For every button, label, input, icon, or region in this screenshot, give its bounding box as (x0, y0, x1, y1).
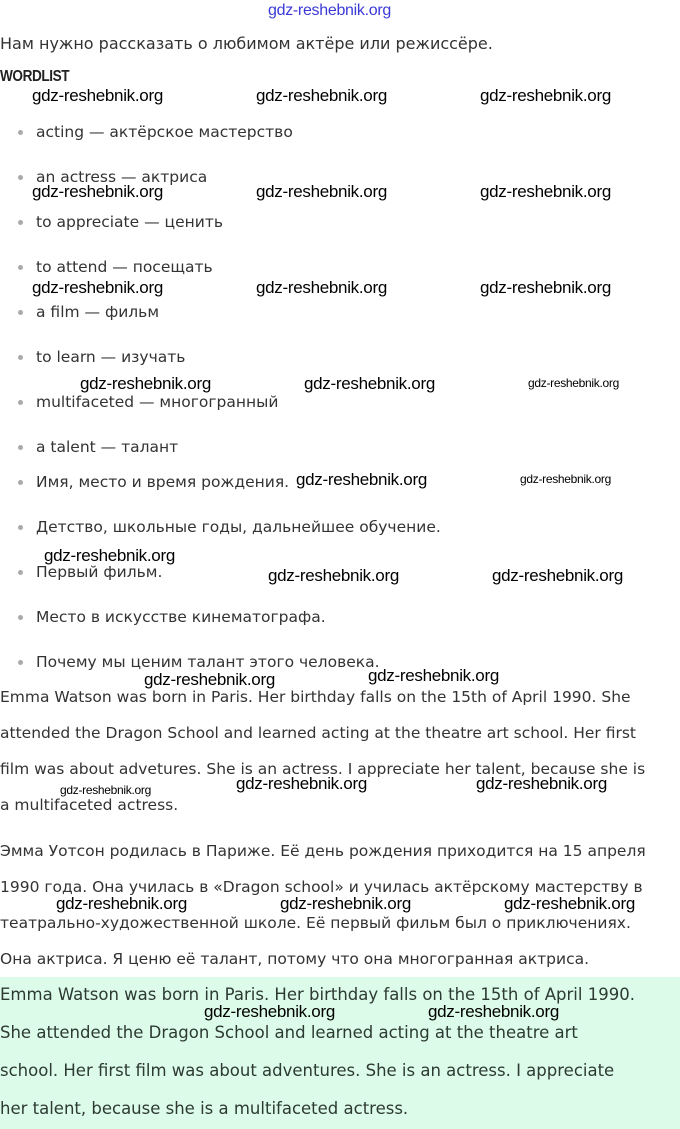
list-item-text: Первый фильм. (36, 563, 163, 581)
watermark: gdz-reshebnik.org (32, 278, 163, 297)
list-item-text: Имя, место и время рождения. (36, 473, 290, 491)
bullet-icon (18, 130, 23, 135)
bullet-icon (18, 265, 23, 270)
bullet-icon (18, 445, 23, 450)
paragraph-line: театрально-художественной школе. Её первый фильм был о приключениях. (0, 914, 631, 932)
list-item-text: multifaceted — многогранный (36, 393, 279, 411)
list-item-text: to learn — изучать (36, 348, 186, 366)
watermark: gdz-reshebnik.org (256, 182, 387, 201)
list-item-text: Почему мы ценим талант этого человека. (36, 653, 380, 671)
wordlist-heading: WORDLIST (0, 68, 70, 85)
list-item (18, 213, 223, 231)
list-item (18, 653, 380, 671)
list-item-text: a talent — талант (36, 438, 179, 456)
watermark: gdz-reshebnik.org (256, 86, 387, 105)
watermark: gdz-reshebnik.org (504, 894, 635, 913)
watermark: gdz-reshebnik.org (520, 472, 611, 486)
watermark: gdz-reshebnik.org (204, 1002, 335, 1021)
watermark: gdz-reshebnik.org (236, 774, 367, 793)
watermark: gdz-reshebnik.org (480, 278, 611, 297)
bullet-icon (18, 660, 23, 665)
paragraph-line: film was about advetures. She is an actress. I appreciate her talent, because she is (0, 760, 646, 778)
watermark: gdz-reshebnik.org (492, 566, 623, 585)
list-item (18, 608, 326, 626)
bullet-icon (18, 480, 23, 485)
intro-text: Нам нужно рассказать о любимом актёре или режиссёре. (0, 34, 493, 53)
list-item (18, 123, 293, 141)
watermark: gdz-reshebnik.org (32, 86, 163, 105)
answer-line: her talent, because she is a multifaceted actress. (0, 1099, 409, 1118)
bullet-icon (18, 400, 23, 405)
list-item-text: Место в искусстве кинематографа. (36, 608, 326, 626)
watermark: gdz-reshebnik.org (268, 566, 399, 585)
list-item-text: to appreciate — ценить (36, 213, 223, 231)
watermark: gdz-reshebnik.org (44, 546, 175, 565)
watermark: gdz-reshebnik.org (368, 666, 499, 685)
list-item (18, 473, 289, 491)
watermark: gdz-reshebnik.org (476, 774, 607, 793)
watermark: gdz-reshebnik.org (428, 1002, 559, 1021)
list-item (18, 348, 185, 366)
list-item (18, 258, 213, 276)
watermark: gdz-reshebnik.org (304, 374, 435, 393)
paragraph-line: attended the Dragon School and learned acting at the theatre art school. Her first (0, 724, 637, 742)
list-item-text: Детство, школьные годы, дальнейшее обучение. (36, 518, 441, 536)
bullet-icon (18, 220, 23, 225)
list-item-text: a film — фильм (36, 303, 160, 321)
bullet-icon (18, 310, 23, 315)
paragraph-line: Она актриса. Я ценю её талант, потому что она многогранная актриса. (0, 950, 590, 968)
watermark: gdz-reshebnik.org (56, 894, 187, 913)
watermark: gdz-reshebnik.org (296, 470, 427, 489)
answer-line: Emma Watson was born in Paris. Her birthday falls on the 15th of April 1990. (0, 985, 635, 1004)
list-item (18, 303, 159, 321)
list-item (18, 393, 278, 411)
list-item (18, 518, 441, 536)
bullet-icon (18, 355, 23, 360)
watermark: gdz-reshebnik.org (80, 374, 211, 393)
watermark: gdz-reshebnik.org (528, 376, 619, 390)
paragraph-line: 1990 года. Она училась в «Dragon school» и училась актёрскому мастерству в (0, 878, 643, 896)
bullet-icon (18, 525, 23, 530)
watermark: gdz-reshebnik.org (280, 894, 411, 913)
paragraph-line: Emma Watson was born in Paris. Her birthday falls on the 15th of April 1990. She (0, 688, 631, 706)
watermark: gdz-reshebnik.org (256, 278, 387, 297)
list-item (18, 438, 178, 456)
watermark: gdz-reshebnik.org (480, 182, 611, 201)
header-watermark: gdz-reshebnik.org (268, 2, 391, 19)
watermark: gdz-reshebnik.org (32, 182, 163, 201)
bullet-icon (18, 615, 23, 620)
list-item-text: acting — актёрское мастерство (36, 123, 293, 141)
watermark: gdz-reshebnik.org (60, 783, 151, 797)
watermark: gdz-reshebnik.org (144, 670, 275, 689)
watermark: gdz-reshebnik.org (480, 86, 611, 105)
list-item-text: an actress — актриса (36, 168, 208, 186)
bullet-icon (18, 175, 23, 180)
answer-line: She attended the Dragon School and learned acting at the theatre art (0, 1023, 578, 1042)
paragraph-line: Эмма Уотсон родилась в Париже. Её день рождения приходится на 15 апреля (0, 842, 646, 860)
list-item-text: to attend — посещать (36, 258, 213, 276)
answer-line: school. Her first film was about adventures. She is an actress. I appreciate (0, 1061, 615, 1080)
bullet-icon (18, 570, 23, 575)
paragraph-line: a multifaceted actress. (0, 796, 179, 814)
